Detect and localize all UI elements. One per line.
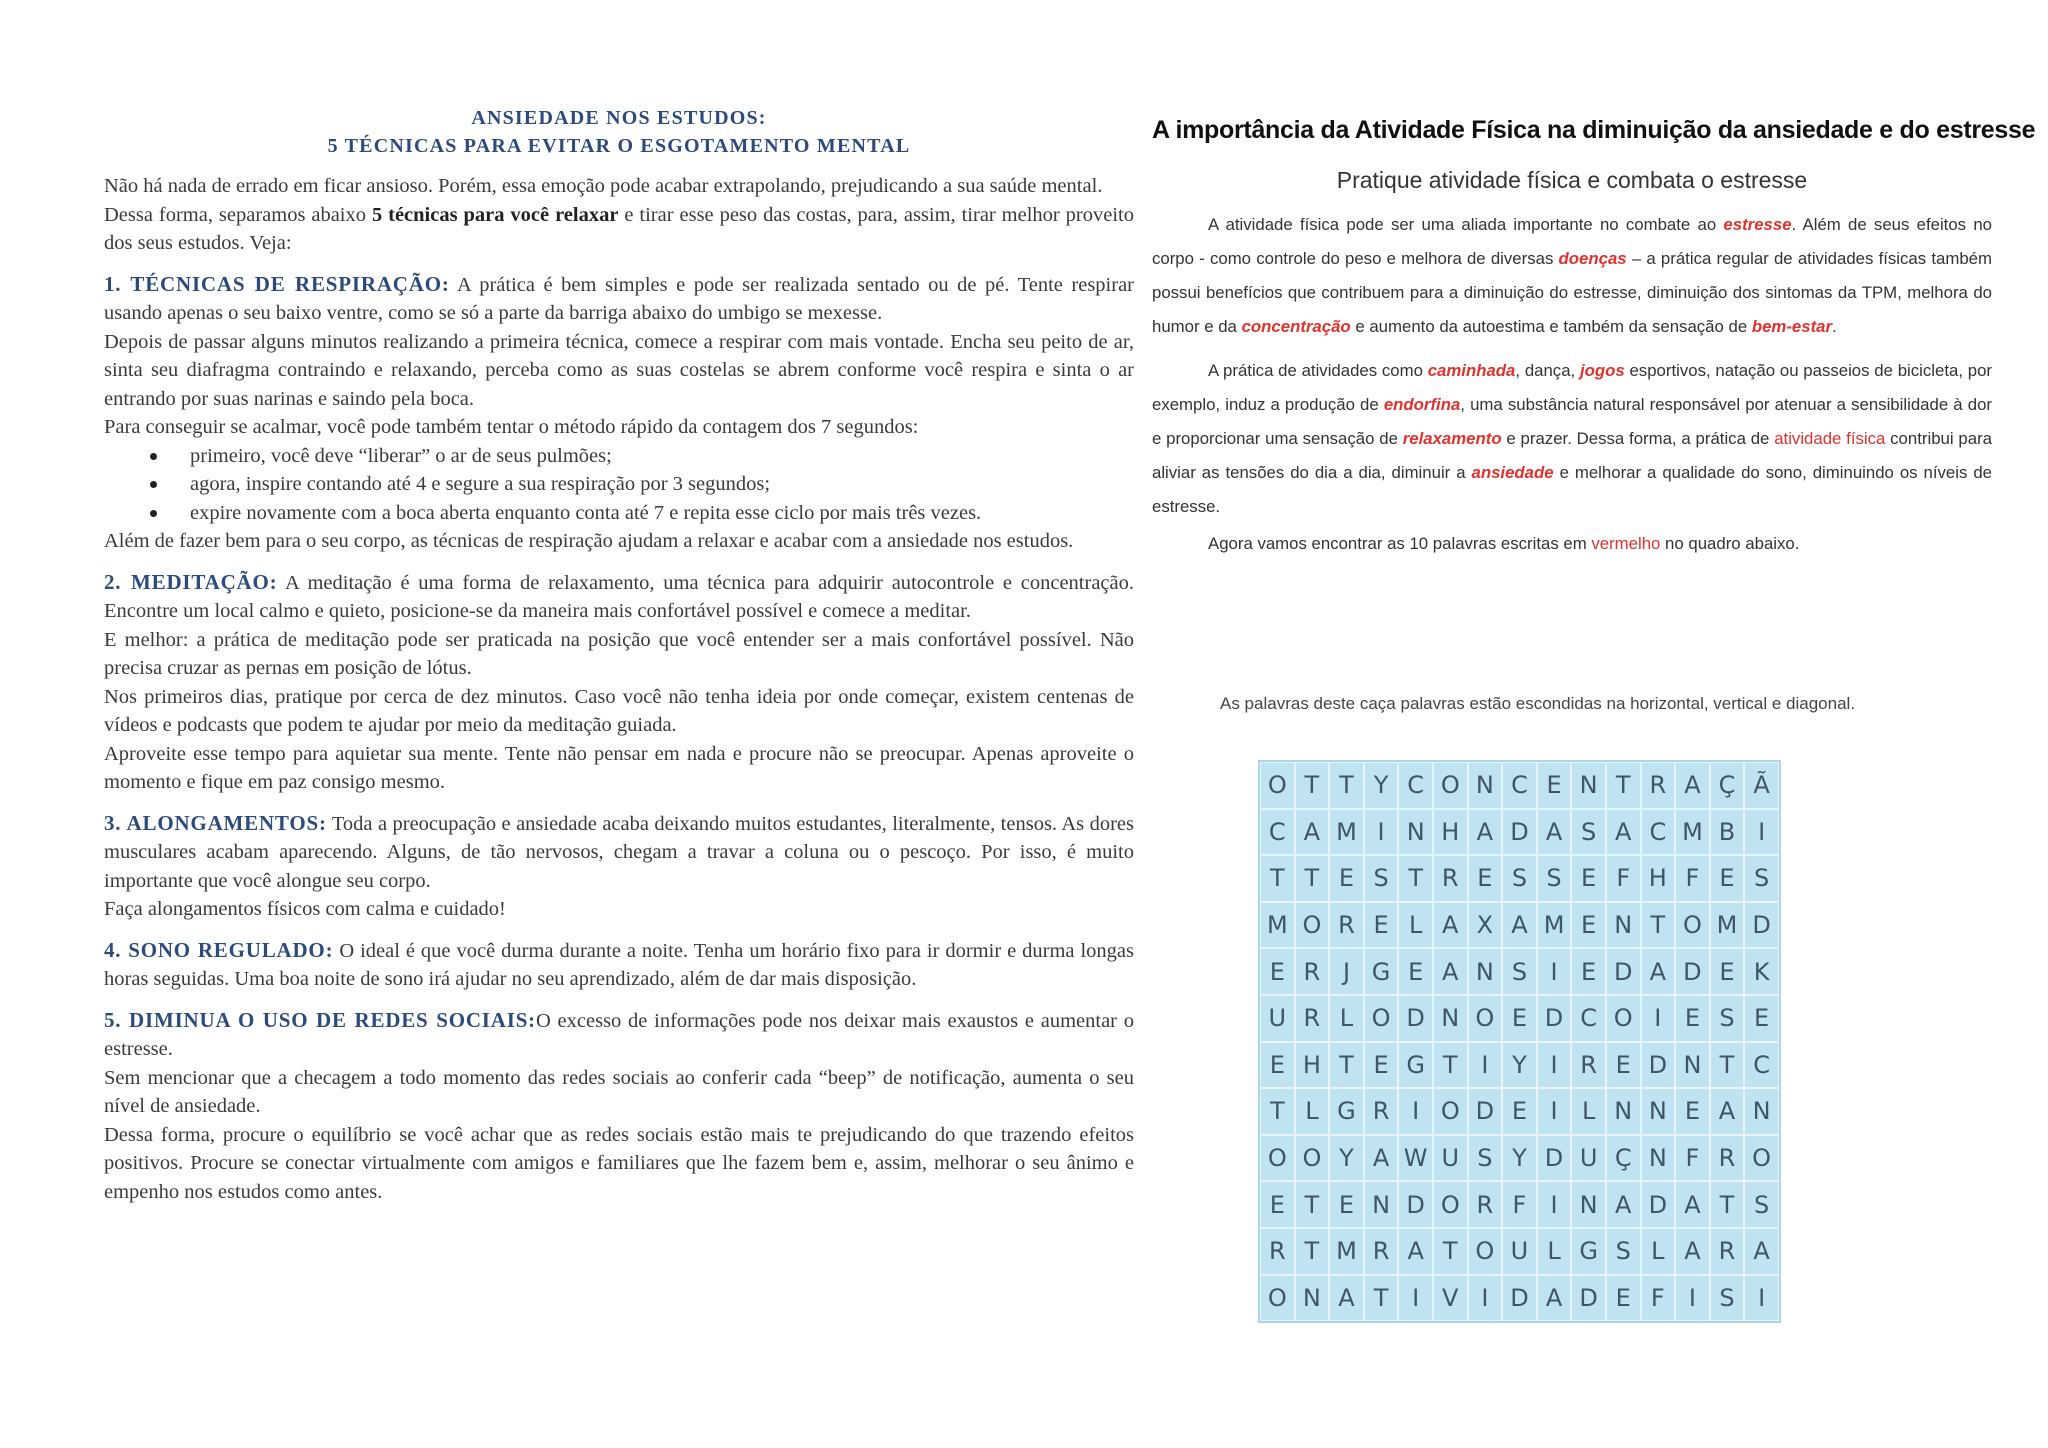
- grid-cell[interactable]: C: [1641, 809, 1676, 856]
- grid-cell[interactable]: I: [1398, 1088, 1433, 1135]
- title-line-1: ANSIEDADE NOS ESTUDOS:: [471, 107, 767, 129]
- grid-cell[interactable]: G: [1364, 948, 1399, 995]
- grid-cell[interactable]: Ã: [1744, 762, 1779, 809]
- grid-cell[interactable]: T: [1329, 762, 1364, 809]
- grid-cell[interactable]: E: [1675, 995, 1710, 1042]
- panel-text: , dança,: [1515, 361, 1580, 380]
- grid-cell[interactable]: S: [1468, 1135, 1503, 1182]
- grid-cell[interactable]: R: [1433, 855, 1468, 902]
- grid-cell[interactable]: L: [1571, 1088, 1606, 1135]
- grid-cell[interactable]: R: [1571, 1042, 1606, 1089]
- grid-cell[interactable]: I: [1744, 809, 1779, 856]
- grid-cell[interactable]: D: [1468, 1088, 1503, 1135]
- grid-cell[interactable]: T: [1295, 1181, 1330, 1228]
- grid-cell[interactable]: A: [1606, 1181, 1641, 1228]
- grid-cell[interactable]: T: [1260, 855, 1295, 902]
- grid-cell[interactable]: T: [1641, 902, 1676, 949]
- grid-cell[interactable]: D: [1606, 948, 1641, 995]
- grid-cell[interactable]: E: [1606, 1042, 1641, 1089]
- grid-cell[interactable]: F: [1675, 1135, 1710, 1182]
- grid-cell[interactable]: I: [1537, 1181, 1572, 1228]
- grid-cell[interactable]: V: [1433, 1275, 1468, 1322]
- highlight-word: caminhada: [1427, 361, 1516, 380]
- grid-cell[interactable]: A: [1364, 1135, 1399, 1182]
- grid-cell[interactable]: O: [1433, 1088, 1468, 1135]
- grid-cell[interactable]: I: [1468, 1042, 1503, 1089]
- section-5-paragraph-3: Dessa forma, procure o equilíbrio se você achar que as redes sociais estão mais te prejudicando do que trazendo efeitos positivos. Procure se conectar virtualmente com amigos e familiares que lhe fazem bem e, assim, melhorar o seu ânimo e empenho nos estudos como antes.: [104, 1123, 1134, 1203]
- panel-text: . Além de seus efeitos no corpo - como controle do peso e melhora de diversas: [1152, 215, 1992, 268]
- grid-cell[interactable]: G: [1398, 1042, 1433, 1089]
- grid-cell[interactable]: M: [1329, 1228, 1364, 1275]
- grid-cell[interactable]: M: [1537, 902, 1572, 949]
- grid-cell[interactable]: N: [1606, 902, 1641, 949]
- intro-paragraph-2: [104, 201, 1134, 258]
- grid-cell[interactable]: N: [1433, 995, 1468, 1042]
- grid-cell[interactable]: Ç: [1606, 1135, 1641, 1182]
- grid-cell[interactable]: D: [1398, 1181, 1433, 1228]
- grid-cell[interactable]: A: [1606, 809, 1641, 856]
- grid-cell[interactable]: S: [1537, 855, 1572, 902]
- section-1: [104, 270, 1134, 328]
- grid-cell[interactable]: A: [1537, 1275, 1572, 1322]
- section-1-heading: 1. TÉCNICAS DE RESPIRAÇÃO:: [104, 271, 450, 296]
- grid-cell[interactable]: I: [1537, 1088, 1572, 1135]
- highlight-word: relaxamento: [1402, 429, 1502, 448]
- grid-cell[interactable]: N: [1398, 809, 1433, 856]
- grid-cell[interactable]: N: [1571, 1181, 1606, 1228]
- panel-text: e prazer. Dessa forma, a prática de: [1501, 429, 1775, 448]
- panel-text: .: [1832, 317, 1837, 336]
- section-1-paragraph-2: Depois de passar alguns minutos realizando a primeira técnica, comece a respirar com mais vontade. Encha seu peito de ar, sinta seu diafragma contraindo e relaxando, perceba como as suas costelas se abrem conforme você respira e sinta o ar entrando por suas narinas e saindo pela boca.: [104, 330, 1134, 410]
- breathing-steps-list: [104, 442, 1134, 528]
- section-5-paragraph-2: Sem mencionar que a checagem a todo momento das redes sociais ao conferir cada “beep” de notificação, aumenta o seu nível de ansiedade.: [104, 1066, 1134, 1117]
- grid-cell[interactable]: S: [1710, 1275, 1745, 1322]
- grid-cell[interactable]: C: [1571, 995, 1606, 1042]
- grid-cell[interactable]: A: [1433, 948, 1468, 995]
- grid-cell[interactable]: M: [1329, 809, 1364, 856]
- grid-cell[interactable]: R: [1364, 1228, 1399, 1275]
- grid-cell[interactable]: E: [1398, 948, 1433, 995]
- grid-cell[interactable]: A: [1675, 1181, 1710, 1228]
- section-2-text: A meditação é uma forma de relaxamento, uma técnica para adquirir autocontrole e concentração. Encontre um local calmo e quieto, posicione-se da maneira mais confortável possível e comece a meditar.: [104, 571, 1134, 622]
- section-3: [104, 809, 1134, 896]
- panel-subtitle: Pratique atividade física e combata o estresse: [1336, 167, 1808, 193]
- grid-cell[interactable]: Y: [1364, 762, 1399, 809]
- grid-cell[interactable]: I: [1364, 809, 1399, 856]
- grid-cell[interactable]: R: [1710, 1135, 1745, 1182]
- grid-cell[interactable]: O: [1468, 1228, 1503, 1275]
- grid-cell[interactable]: O: [1433, 1181, 1468, 1228]
- section-1-paragraph-3: Para conseguir se acalmar, você pode também tentar o método rápido da contagem dos 7 segundos:: [104, 416, 919, 438]
- highlight-word: bem-estar: [1751, 317, 1833, 336]
- panel-text: e melhorar a qualidade do sono, diminuindo os níveis de estresse.: [1152, 463, 1992, 516]
- grid-cell[interactable]: O: [1260, 762, 1295, 809]
- grid-cell[interactable]: A: [1295, 809, 1330, 856]
- grid-cell[interactable]: O: [1433, 762, 1468, 809]
- grid-cell[interactable]: D: [1398, 995, 1433, 1042]
- grid-cell[interactable]: N: [1606, 1088, 1641, 1135]
- grid-cell[interactable]: O: [1364, 995, 1399, 1042]
- panel-text: contribui para aliviar as tensões do dia a dia, diminuir a: [1152, 429, 1992, 482]
- grid-cell[interactable]: U: [1571, 1135, 1606, 1182]
- grid-cell[interactable]: N: [1468, 948, 1503, 995]
- grid-cell[interactable]: N: [1295, 1275, 1330, 1322]
- highlight-word: endorfina: [1383, 395, 1461, 414]
- grid-cell[interactable]: Y: [1502, 1135, 1537, 1182]
- panel-text: – a prática regular de atividades físicas também possui benefícios que contribuem para a diminuição do estresse, diminuição dos sintomas da TPM, melhora do humor e da: [1152, 249, 1992, 336]
- grid-cell[interactable]: T: [1398, 855, 1433, 902]
- grid-cell[interactable]: L: [1537, 1228, 1572, 1275]
- grid-cell[interactable]: H: [1433, 809, 1468, 856]
- grid-cell[interactable]: I: [1675, 1275, 1710, 1322]
- highlight-word: doenças: [1558, 249, 1627, 268]
- grid-cell[interactable]: D: [1641, 1181, 1676, 1228]
- panel-title: A importância da Atividade Física na diminuição da ansiedade e do estresse: [1152, 116, 2036, 144]
- section-5-heading: 5. DIMINUA O USO DE REDES SOCIAIS:: [104, 1007, 536, 1032]
- grid-cell[interactable]: N: [1641, 1088, 1676, 1135]
- grid-cell[interactable]: O: [1606, 995, 1641, 1042]
- grid-cell[interactable]: R: [1468, 1181, 1503, 1228]
- grid-cell[interactable]: S: [1744, 1181, 1779, 1228]
- grid-cell[interactable]: T: [1295, 762, 1330, 809]
- panel-text: A atividade física pode ser uma aliada importante no combate ao: [1208, 215, 1724, 234]
- instruction-text: Agora vamos encontrar as 10 palavras escritas em: [1208, 534, 1592, 553]
- grid-cell[interactable]: S: [1571, 809, 1606, 856]
- grid-cell[interactable]: D: [1502, 1275, 1537, 1322]
- grid-cell[interactable]: E: [1571, 902, 1606, 949]
- grid-cell[interactable]: I: [1641, 995, 1676, 1042]
- grid-cell[interactable]: E: [1710, 948, 1745, 995]
- grid-cell[interactable]: S: [1710, 995, 1745, 1042]
- panel-paragraph-1: [1152, 208, 1992, 344]
- grid-cell[interactable]: D: [1675, 948, 1710, 995]
- grid-cell[interactable]: L: [1295, 1088, 1330, 1135]
- grid-cell[interactable]: O: [1468, 995, 1503, 1042]
- grid-cell[interactable]: A: [1398, 1228, 1433, 1275]
- grid-cell[interactable]: T: [1433, 1228, 1468, 1275]
- grid-cell[interactable]: W: [1398, 1135, 1433, 1182]
- grid-cell[interactable]: X: [1468, 902, 1503, 949]
- section-2-paragraph-3: Nos primeiros dias, pratique por cerca de dez minutos. Caso você não tenha ideia por onde começar, existem centenas de vídeos e podcasts que podem te ajudar por meio da meditação guiada.: [104, 685, 1134, 736]
- grid-cell[interactable]: E: [1502, 1088, 1537, 1135]
- grid-cell[interactable]: O: [1675, 902, 1710, 949]
- grid-cell[interactable]: E: [1260, 1042, 1295, 1089]
- grid-cell[interactable]: E: [1502, 995, 1537, 1042]
- grid-cell[interactable]: C: [1398, 762, 1433, 809]
- grid-cell[interactable]: H: [1295, 1042, 1330, 1089]
- grid-cell[interactable]: D: [1537, 995, 1572, 1042]
- grid-cell[interactable]: E: [1364, 1042, 1399, 1089]
- section-4-heading: 4. SONO REGULADO:: [104, 937, 334, 962]
- grid-cell[interactable]: S: [1606, 1228, 1641, 1275]
- section-1-text: A prática é bem simples e pode ser realizada sentado ou de pé. Tente respirar usando apenas o seu baixo ventre, como se só a parte da barriga abaixo do umbigo se mexesse.: [104, 273, 1134, 324]
- section-2-paragraph-2: E melhor: a prática de meditação pode ser praticada na posição que você entender ser a mais confortável possível. Não precisa cruzar as pernas em posição de lótus.: [104, 628, 1134, 679]
- article-left: [104, 104, 1134, 1206]
- grid-cell[interactable]: O: [1260, 1275, 1295, 1322]
- section-2-paragraph-4: Aproveite esse tempo para aquietar sua mente. Tente não pensar em nada e procure não se preocupar. Apenas aproveite o momento e fique em paz consigo mesmo.: [104, 742, 1134, 793]
- wordsearch-note: As palavras deste caça palavras estão escondidas na horizontal, vertical e diagonal.: [1220, 694, 1856, 713]
- grid-cell[interactable]: F: [1641, 1275, 1676, 1322]
- grid-cell[interactable]: N: [1571, 762, 1606, 809]
- grid-cell[interactable]: K: [1744, 948, 1779, 995]
- grid-cell[interactable]: C: [1260, 809, 1295, 856]
- highlight-word: atividade física: [1774, 429, 1886, 448]
- section-4-text: O ideal é que você durma durante a noite. Tenha um horário fixo para ir dormir e durma longas horas seguidas. Uma boa noite de sono irá ajudar no seu aprendizado, além de dar mais disposição.: [104, 939, 1134, 990]
- grid-cell[interactable]: D: [1502, 809, 1537, 856]
- grid-cell[interactable]: Ç: [1710, 762, 1745, 809]
- grid-cell[interactable]: A: [1675, 1228, 1710, 1275]
- grid-cell[interactable]: A: [1502, 902, 1537, 949]
- grid-cell[interactable]: L: [1641, 1228, 1676, 1275]
- grid-cell[interactable]: L: [1329, 995, 1364, 1042]
- grid-cell[interactable]: A: [1744, 1228, 1779, 1275]
- intro-text: Dessa forma, separamos abaixo: [104, 203, 372, 226]
- word-search-grid: [1258, 760, 1781, 1323]
- grid-cell[interactable]: G: [1329, 1088, 1364, 1135]
- grid-cell[interactable]: E: [1329, 1181, 1364, 1228]
- intro-text-end: e tirar esse peso das costas, para, assim, tirar melhor proveito dos seus estudos. Veja:: [104, 203, 1134, 254]
- section-4: [104, 936, 1134, 994]
- section-2: [104, 568, 1134, 626]
- grid-cell[interactable]: I: [1537, 948, 1572, 995]
- grid-cell[interactable]: I: [1744, 1275, 1779, 1322]
- grid-cell[interactable]: A: [1329, 1275, 1364, 1322]
- grid-cell[interactable]: E: [1537, 762, 1572, 809]
- grid-cell[interactable]: G: [1571, 1228, 1606, 1275]
- section-3-text: Toda a preocupação e ansiedade acaba deixando muitos estudantes, literalmente, tensos. As dores musculares acabam aparecendo. Alguns, de tão nervosos, chegam a travar a coluna ou o pescoço. Por isso, é muito importante que você alongue seu corpo.: [104, 812, 1134, 892]
- intro-paragraph-1: Não há nada de errado em ficar ansioso. Porém, essa emoção pode acabar extrapolando, prejudicando a sua saúde mental.: [104, 175, 1103, 197]
- grid-cell[interactable]: O: [1260, 1135, 1295, 1182]
- section-5: [104, 1006, 1134, 1064]
- grid-cell[interactable]: N: [1744, 1088, 1779, 1135]
- grid-cell[interactable]: S: [1364, 855, 1399, 902]
- instruction-text-end: no quadro abaixo.: [1660, 534, 1800, 553]
- panel-paragraph-2: [1152, 354, 1992, 524]
- grid-cell[interactable]: A: [1433, 902, 1468, 949]
- intro-bold: 5 técnicas para você relaxar: [371, 203, 619, 226]
- title-line-2: 5 TÉCNICAS PARA EVITAR O ESGOTAMENTO MENTAL: [327, 135, 911, 157]
- section-3-heading: 3. ALONGAMENTOS:: [104, 810, 327, 835]
- highlight-word: concentração: [1241, 317, 1351, 336]
- grid-cell[interactable]: R: [1364, 1088, 1399, 1135]
- panel-text: esportivos, natação ou passeios de bicicleta, por exemplo, induz a produção de: [1152, 361, 1993, 414]
- list-item: expire novamente com a boca aberta enquanto conta até 7 e repita esse ciclo por mais três vezes.: [190, 499, 1134, 528]
- article-title: [104, 104, 1134, 160]
- grid-cell[interactable]: M: [1260, 902, 1295, 949]
- highlight-word: ansiedade: [1471, 463, 1554, 482]
- grid-cell[interactable]: F: [1502, 1181, 1537, 1228]
- grid-cell[interactable]: S: [1502, 948, 1537, 995]
- section-2-heading: 2. MEDITAÇÃO:: [104, 569, 278, 594]
- grid-cell[interactable]: A: [1675, 762, 1710, 809]
- grid-cell[interactable]: D: [1537, 1135, 1572, 1182]
- grid-cell[interactable]: Y: [1329, 1135, 1364, 1182]
- grid-cell[interactable]: E: [1571, 855, 1606, 902]
- grid-cell[interactable]: E: [1571, 948, 1606, 995]
- section-5-text: O excesso de informações pode nos deixar mais exaustos e aumentar o estresse.: [104, 1009, 1134, 1060]
- grid-cell[interactable]: H: [1641, 855, 1676, 902]
- grid-cell[interactable]: E: [1260, 948, 1295, 995]
- grid-cell[interactable]: R: [1710, 1228, 1745, 1275]
- grid-cell[interactable]: S: [1502, 855, 1537, 902]
- grid-cell[interactable]: O: [1295, 1135, 1330, 1182]
- grid-cell[interactable]: A: [1710, 1088, 1745, 1135]
- panel-text: , uma substância natural responsável por atenuar a sensibilidade à dor e proporcionar uma sensação de: [1152, 395, 1992, 448]
- panel-text: e aumento da autoestima e também da sensação de: [1350, 317, 1752, 336]
- grid-cell[interactable]: E: [1364, 902, 1399, 949]
- grid-cell[interactable]: R: [1641, 762, 1676, 809]
- instruction-red-word: vermelho: [1591, 534, 1661, 553]
- grid-cell[interactable]: T: [1295, 855, 1330, 902]
- grid-cell[interactable]: U: [1502, 1228, 1537, 1275]
- grid-cell[interactable]: N: [1468, 762, 1503, 809]
- grid-cell[interactable]: S: [1744, 855, 1779, 902]
- grid-cell[interactable]: D: [1641, 1042, 1676, 1089]
- grid-cell[interactable]: E: [1710, 855, 1745, 902]
- list-item: primeiro, você deve “liberar” o ar de seus pulmões;: [190, 442, 1134, 471]
- grid-cell[interactable]: T: [1433, 1042, 1468, 1089]
- panel-instruction: [1208, 534, 1992, 554]
- section-3-paragraph-2: Faça alongamentos físicos com calma e cuidado!: [104, 898, 506, 920]
- grid-cell[interactable]: R: [1295, 948, 1330, 995]
- grid-cell[interactable]: U: [1260, 995, 1295, 1042]
- grid-cell[interactable]: E: [1606, 1275, 1641, 1322]
- grid-cell[interactable]: L: [1398, 902, 1433, 949]
- grid-cell[interactable]: N: [1675, 1042, 1710, 1089]
- grid-cell[interactable]: E: [1744, 995, 1779, 1042]
- grid-cell[interactable]: T: [1329, 1042, 1364, 1089]
- grid-cell[interactable]: F: [1675, 855, 1710, 902]
- grid-cell[interactable]: U: [1433, 1135, 1468, 1182]
- grid-cell[interactable]: T: [1710, 1181, 1745, 1228]
- grid-cell[interactable]: I: [1537, 1042, 1572, 1089]
- grid-cell[interactable]: E: [1329, 855, 1364, 902]
- grid-cell[interactable]: T: [1295, 1228, 1330, 1275]
- activity-panel: [1152, 112, 2036, 1312]
- grid-cell[interactable]: E: [1675, 1088, 1710, 1135]
- panel-text: A prática de atividades como: [1208, 361, 1428, 380]
- grid-cell[interactable]: F: [1606, 855, 1641, 902]
- grid-cell[interactable]: I: [1468, 1275, 1503, 1322]
- grid-cell[interactable]: I: [1398, 1275, 1433, 1322]
- grid-cell[interactable]: N: [1641, 1135, 1676, 1182]
- grid-cell[interactable]: Y: [1502, 1042, 1537, 1089]
- list-item: agora, inspire contando até 4 e segure a sua respiração por 3 segundos;: [190, 470, 1134, 499]
- grid-cell[interactable]: M: [1710, 902, 1745, 949]
- grid-cell[interactable]: R: [1295, 995, 1330, 1042]
- grid-cell[interactable]: A: [1537, 809, 1572, 856]
- grid-cell[interactable]: R: [1260, 1228, 1295, 1275]
- grid-cell[interactable]: T: [1710, 1042, 1745, 1089]
- grid-cell[interactable]: B: [1710, 809, 1745, 856]
- grid-cell[interactable]: E: [1260, 1181, 1295, 1228]
- section-1-paragraph-4: Além de fazer bem para o seu corpo, as técnicas de respiração ajudam a relaxar e acabar com a ansiedade nos estudos.: [104, 530, 1074, 552]
- grid-cell[interactable]: A: [1468, 809, 1503, 856]
- grid-cell[interactable]: M: [1675, 809, 1710, 856]
- grid-cell[interactable]: T: [1364, 1275, 1399, 1322]
- grid-cell[interactable]: A: [1641, 948, 1676, 995]
- grid-cell[interactable]: R: [1329, 902, 1364, 949]
- grid-cell[interactable]: N: [1364, 1181, 1399, 1228]
- grid-cell[interactable]: D: [1571, 1275, 1606, 1322]
- grid-cell[interactable]: J: [1329, 948, 1364, 995]
- grid-cell[interactable]: C: [1744, 1042, 1779, 1089]
- grid-cell[interactable]: T: [1606, 762, 1641, 809]
- grid-cell[interactable]: C: [1502, 762, 1537, 809]
- grid-cell[interactable]: D: [1744, 902, 1779, 949]
- grid-cell[interactable]: O: [1295, 902, 1330, 949]
- grid-cell[interactable]: T: [1260, 1088, 1295, 1135]
- grid-cell[interactable]: E: [1468, 855, 1503, 902]
- highlight-word: jogos: [1579, 361, 1625, 380]
- grid-cell[interactable]: O: [1744, 1135, 1779, 1182]
- highlight-word: estresse: [1723, 215, 1792, 234]
